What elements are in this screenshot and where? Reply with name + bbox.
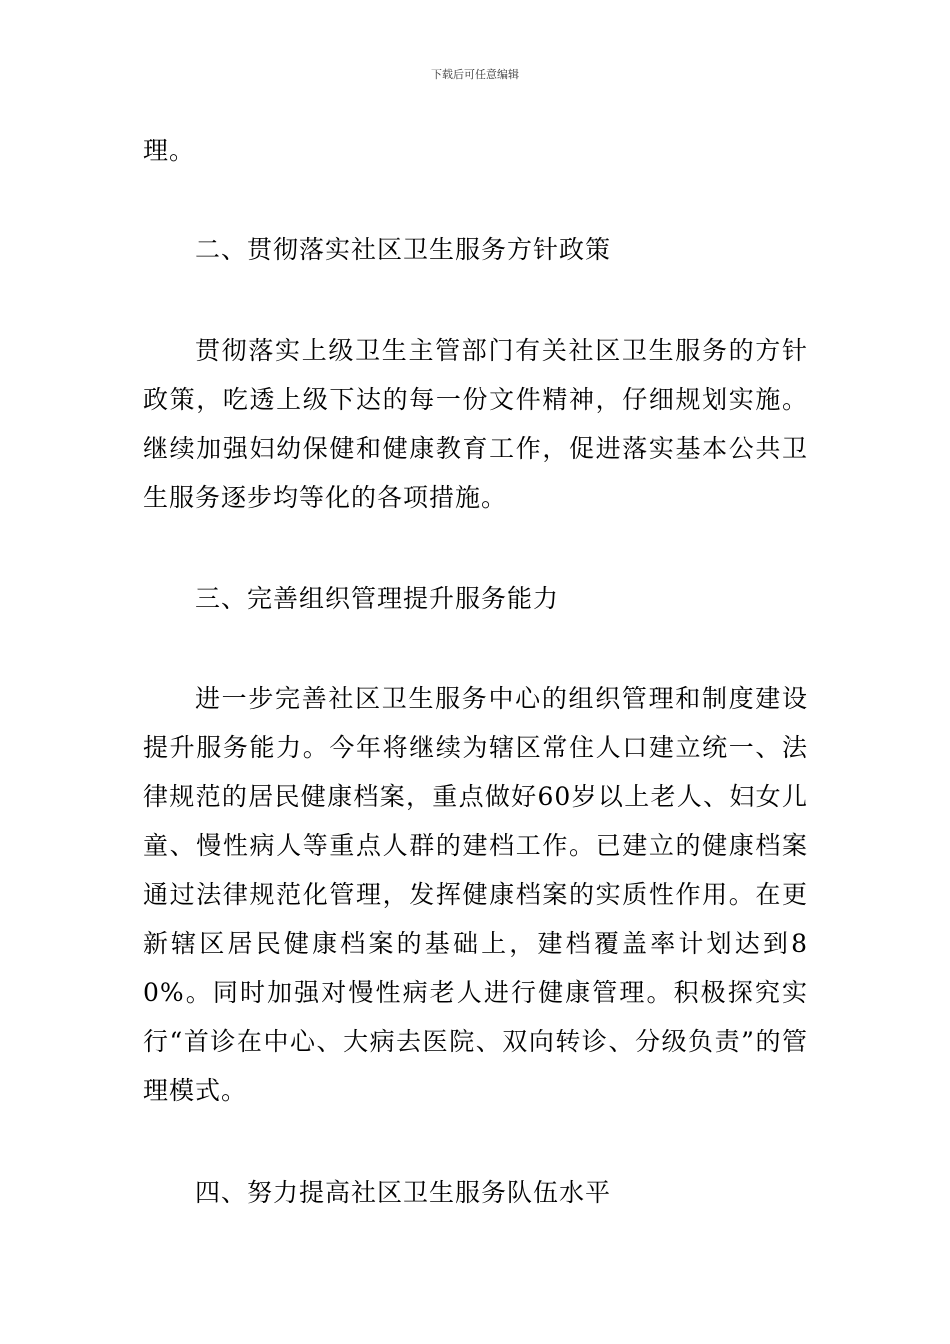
section-heading-2: 二、贯彻落实社区卫生服务方针政策 [195, 235, 612, 264]
section-body-3: 进一步完善社区卫生服务中心的组织管理和制度建设提升服务能力。今年将继续为辖区常住人口建立统一、法律规范的居民健康档案，重点做好60岁以上老人、妇女儿童、慢性病人等重点人群的建档工作。已建立的健康档案通过法律规范化管理，发挥健康档案的实质性作用。在更新辖区居民健康档案的基础上，建档覆盖率计划达到80%。同时加强对慢性病老人进行健康管理。积极探究实行“首诊在中心、大病去医院、双向转诊、分级负责”的管理模式。 [143, 684, 808, 1105]
header-note: 下载后可任意编辑 [431, 68, 519, 81]
section-heading-4: 四、努力提高社区卫生服务队伍水平 [195, 1178, 612, 1207]
section-body-2: 贯彻落实上级卫生主管部门有关社区卫生服务的方针政策，吃透上级下达的每一份文件精神，仔细规划实施。继续加强妇幼保健和健康教育工作，促进落实基本公共卫生服务逐步均等化的各项措施。 [143, 336, 808, 512]
section-heading-3: 三、完善组织管理提升服务能力 [195, 584, 560, 613]
continuation-text: 理。 [143, 136, 196, 165]
